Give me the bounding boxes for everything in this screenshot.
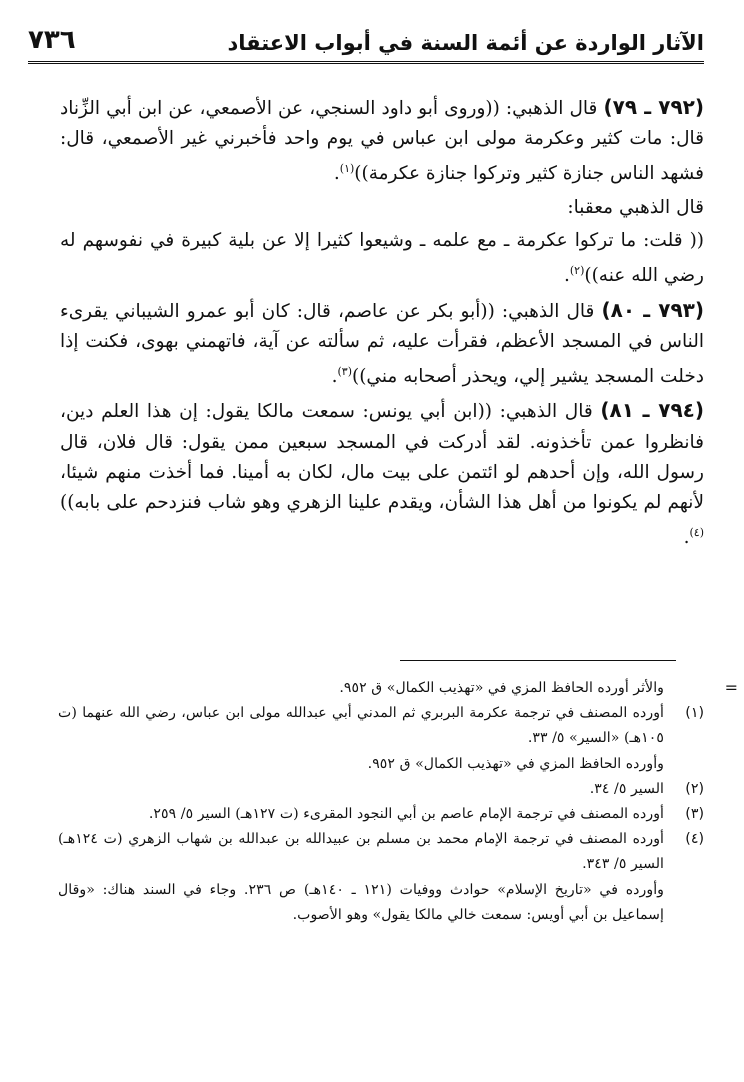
entry-792: (٧٩٢ ـ ٧٩) قال الذهبي: ((وروى أبو داود السنجي، عن الأصمعي، عن ابن أبي الزِّناد قال: مات كثير وعكرمة مولى ابن عباس في يوم واحد فأخبرني غير الأصمعي، قال: فشهد الناس جنازة كثير وتركوا جنازة عكرمة))$^{(١)}$.: [60, 95, 705, 185]
quote: (( قلت: ما تركوا عكرمة ـ مع علمه ـ وشيعوا كثيرا إلا عن بلية كبيرة في نفوسهم له رضي الله عنه))$^{(٢)}$.: [60, 229, 704, 287]
entry-number: (٧٩٣ ـ ٨٠): [601, 297, 704, 322]
footnote-ref: (٢): [569, 264, 585, 278]
continuation-mark: =: [724, 678, 738, 697]
footnote-1: (١) أورده المصنف في ترجمة عكرمة البربري ثم المدني أبي عبدالله مولى ابن عباس، رضي الله عنهما (ت ١٠٥هـ) «السير» ٥/ ٣٣. وأورده الحافظ المزي في «تهذيب الكمال» ق ٩٥٢.: [58, 705, 704, 772]
footnotes: [58, 676, 704, 928]
footnote-ref: (٤): [689, 526, 704, 540]
footnote-continuation: والأثر أورده الحافظ المزي في «تهذيب الكمال» ق ٩٥٢.: [339, 680, 664, 696]
entry-number: (٧٩٢ ـ ٧٩): [603, 95, 705, 119]
footnote-ref: (١): [339, 162, 355, 176]
entry-text: قال الذهبي: ((أبو بكر عن عاصم، قال: كان أبو عمرو الشيباني يقرىء الناس في المسجد الأعظم، فقرأت عليه، ثم سألته عن آية، فاتهمني بهوى، فكنت إذا دخلت المسجد يشير إلي، ويحذر أصحابه مني)): [60, 300, 704, 388]
running-title: الآثار الواردة عن أئمة السنة في أبواب الاعتقاد: [227, 31, 704, 55]
follow-label: قال الذهبي معقبا:: [567, 196, 704, 218]
footnote-3: (٣) أورده المصنف في ترجمة الإمام عاصم بن أبي النجود المقرىء (ت ١٢٧هـ) السير ٥/ ٢٥٩.: [148, 806, 704, 823]
quote-text: (( قلت: ما تركوا عكرمة ـ مع علمه ـ وشيعوا كثيرا إلا عن بلية كبيرة في نفوسهم له رضي الله عنه)): [60, 229, 704, 287]
footnote-4: (٤) أورده المصنف في ترجمة الإمام محمد بن مسلم بن عبيدالله بن عبدالله بن شهاب الزهري (ت ١٢٤هـ) السير ٥/ ٣٤٣. وأورده في «تاريخ الإسلام» حوادث ووفيات (١٢١ ـ ١٤٠هـ) ص ٢٣٦. وجاء في السند هناك: «وقال إسماعيل بن أبي أويس: سمعت خالي مالكا يقول» وهو الأصوب.: [58, 831, 704, 923]
page-number: ٧٣٦: [28, 25, 76, 55]
entry-number: (٧٩٤ ـ ٨١): [600, 398, 705, 423]
main-text: [60, 92, 704, 556]
entry-794: (٧٩٤ ـ ٨١) قال الذهبي: ((ابن أبي يونس: سمعت مالكا يقول: إن هذا العلم دين، فانظروا عمن تأخذونه. لقد أدركت في المسجد سبعين ممن يقول: قال فلان، قال رسول الله، وإن أحدهم لو ائتمن على بيت مال، لكان به أمينا. فما أخذت منهم شيئا، لأنهم لم يكونوا من أهل هذا الشأن، ويقدم علينا الزهري وهو شاب فنزدحم على بابه))$^{(٤)}$.: [60, 398, 705, 549]
page-header: [28, 18, 704, 64]
entry-text: قال الذهبي: ((وروى أبو داود السنجي، عن الأصمعي، عن ابن أبي الزِّناد قال: مات كثير وعكرمة مولى ابن عباس في يوم واحد فأخبرني غير الأصمعي، قال: فشهد الناس جنازة كثير وتركوا جنازة عكرمة)): [60, 98, 704, 185]
entry-text: قال الذهبي: ((ابن أبي يونس: سمعت مالكا يقول: إن هذا العلم دين، فانظروا عمن تأخذونه. لقد أدركت في المسجد سبعين ممن يقول: قال فلان، قال رسول الله، وإن أحدهم لو ائتمن على بيت مال، لكان به أمينا. فما أخذت منهم شيئا، لأنهم لم يكونوا من أهل هذا الشأن، ويقدم علينا الزهري وهو شاب فنزدحم على بابه)): [60, 401, 704, 513]
footnote-divider: [400, 660, 676, 661]
footnote-ref: (٣): [337, 364, 352, 378]
footnote-2: (٢) السير ٥/ ٣٤.: [589, 780, 704, 797]
entry-793: (٧٩٣ ـ ٨٠) قال الذهبي: ((أبو بكر عن عاصم، قال: كان أبو عمرو الشيباني يقرىء الناس في المسجد الأعظم، فقرأت عليه، ثم سألته عن آية، فاتهمني بهوى، فكنت إذا دخلت المسجد يشير إلي، ويحذر أصحابه مني))$^{(٣)}$.: [60, 297, 704, 388]
